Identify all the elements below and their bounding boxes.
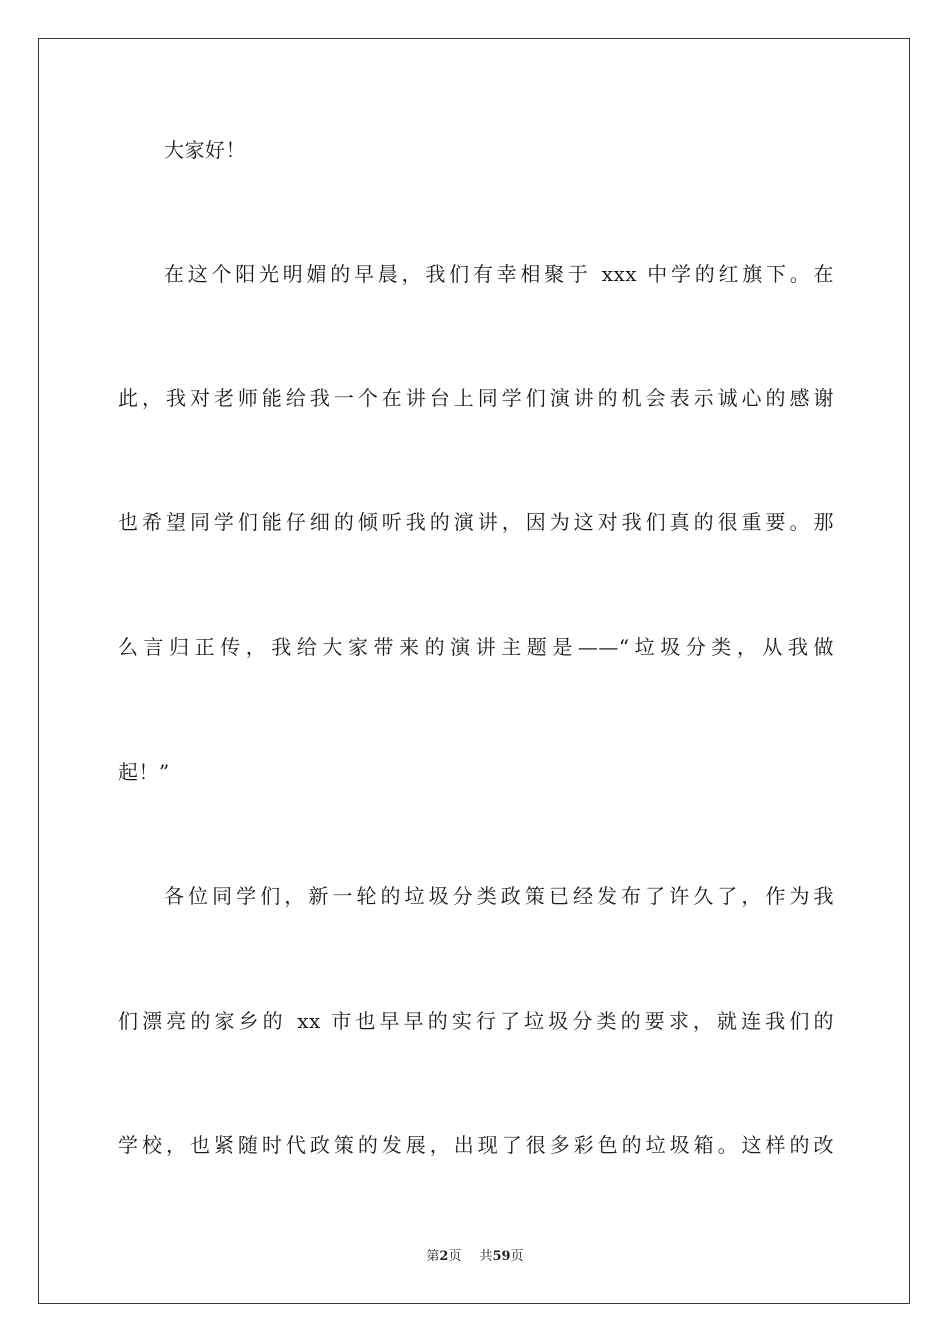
page-border bbox=[38, 38, 910, 1304]
paragraph-line-5: 起！” bbox=[118, 760, 170, 784]
paragraph-line-3: 也希望同学们能仔细的倾听我的演讲，因为这对我们真的很重要。那 bbox=[118, 510, 834, 534]
total-suffix: 页 bbox=[510, 1249, 524, 1264]
greeting-line: 大家好！ bbox=[164, 138, 246, 162]
page-footer bbox=[0, 1248, 950, 1266]
total-prefix: 共 bbox=[479, 1249, 493, 1264]
paragraph-line-4: 么言归正传，我给大家带来的演讲主题是——“垃圾分类，从我做 bbox=[118, 635, 834, 659]
page-prefix: 第 bbox=[426, 1249, 440, 1264]
paragraph-line-2: 此，我对老师能给我一个在讲台上同学们演讲的机会表示诚心的感谢 bbox=[118, 386, 834, 410]
paragraph-line-7: 们漂亮的家乡的 xx 市也早早的实行了垃圾分类的要求，就连我们的 bbox=[118, 1009, 834, 1033]
paragraph-line-1: 在这个阳光明媚的早晨，我们有幸相聚于 xxx 中学的红旗下。在 bbox=[164, 262, 834, 286]
total-pages: 59 bbox=[492, 1249, 511, 1264]
paragraph-line-6: 各位同学们，新一轮的垃圾分类政策已经发布了许久了，作为我 bbox=[164, 884, 834, 908]
paragraph-line-8: 学校，也紧随时代政策的发展，出现了很多彩色的垃圾箱。这样的改 bbox=[118, 1133, 834, 1157]
page-number: 2 bbox=[439, 1249, 449, 1264]
page-suffix: 页 bbox=[448, 1249, 462, 1264]
